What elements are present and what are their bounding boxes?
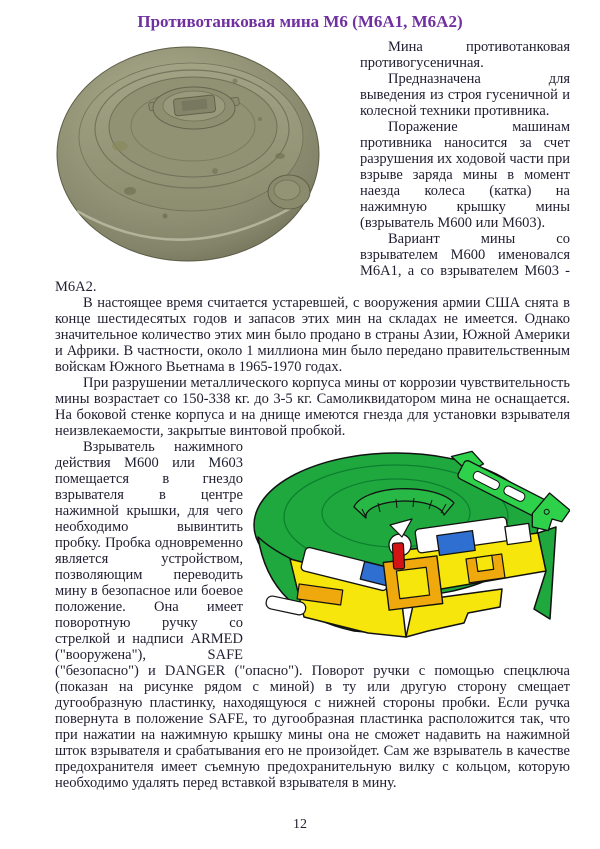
booster-well — [383, 556, 442, 610]
page-number: 12 — [293, 817, 307, 832]
side-fuze-well — [466, 554, 505, 583]
paragraph-7: Взрыватель нажимного действия М600 или М603 помещается в гнездо взрывателя в центре нажимной крышки, для чего необходимо вывинтить пробку. Пробка одновременно является устройством, позволяющим переводить мину в безопасное или боевое положение. Она имеет поворотную ручку со стрелкой и надписи ARMED ("вооружена"), SAFE ("безопасно") и DANGER ("опасно"). Поворот ручки с помощью спецключа (показан на рисунке рядом с миной) в ту или другую сторону смещает дугообразную пластинку, находящуюся с нижней стороны пробки. Если ручка повернута в положение SAFE, то дугообразная пластинка расположится так, что при нажатии на нажимную крышку мины она не сможет надавить на нажимной шток взрывателя и срабатывания его не произойдет. Сам же взрыватель в качестве предохранителя имеет съемную предохранительную вилку с кольцом, которую необходимо удалять перед вставкой взрывателя в мину. — [55, 439, 570, 791]
side-port — [268, 175, 310, 209]
mine-cutaway-diagram — [250, 441, 570, 649]
paragraph-5: В настоящее время считается устаревшей, с вооружения армии США снята в конце шестидесятых годов и запасов этих мин на складах не имеется. Однако значительное количество этих мин было продано в страны Азии, Южной Америки и Африки. В частности, около 1 миллиона мин было передано правительственным войскам Южного Вьетнама в 1965-1970 годах. — [55, 295, 570, 375]
paragraph-2: Предназначена для выведения из строя гусеничной и колесной техники противника. — [360, 71, 570, 119]
mine-photo-illustration — [55, 41, 352, 265]
paragraph-4: Вариант мины со взрывателем М600 именовался М6А1, а со взрывателем М603 - М6А2. — [55, 231, 570, 295]
paragraph-6: При разрушении металлического корпуса мины от коррозии чувствительность мины возрастает со 150-338 кг. до 3-5 кг. Самоликвидатором мина не оснащается. На боковой стенке корпуса и на днище имеются гнезда для установки взрывателя неизвлекаемости, закрытые винтовой пробкой. — [55, 375, 570, 439]
page-title: Противотанковая мина М6 (М6А1, М6А2) — [137, 12, 463, 31]
detonator — [392, 543, 404, 570]
paragraph-3: Поражение машинам противника наносится за счет разрушения их ходовой части при взрыве заряда мины в момент наезда колеса (катка) на нажимную крышку мины (взрыватель М600 или М603). — [360, 119, 570, 231]
mine-cutaway-illustration — [250, 441, 570, 649]
paragraph-1: Мина противотанковая противогусеничная. — [360, 39, 570, 71]
page-content — [0, 39, 600, 791]
mine-photo — [55, 41, 352, 265]
